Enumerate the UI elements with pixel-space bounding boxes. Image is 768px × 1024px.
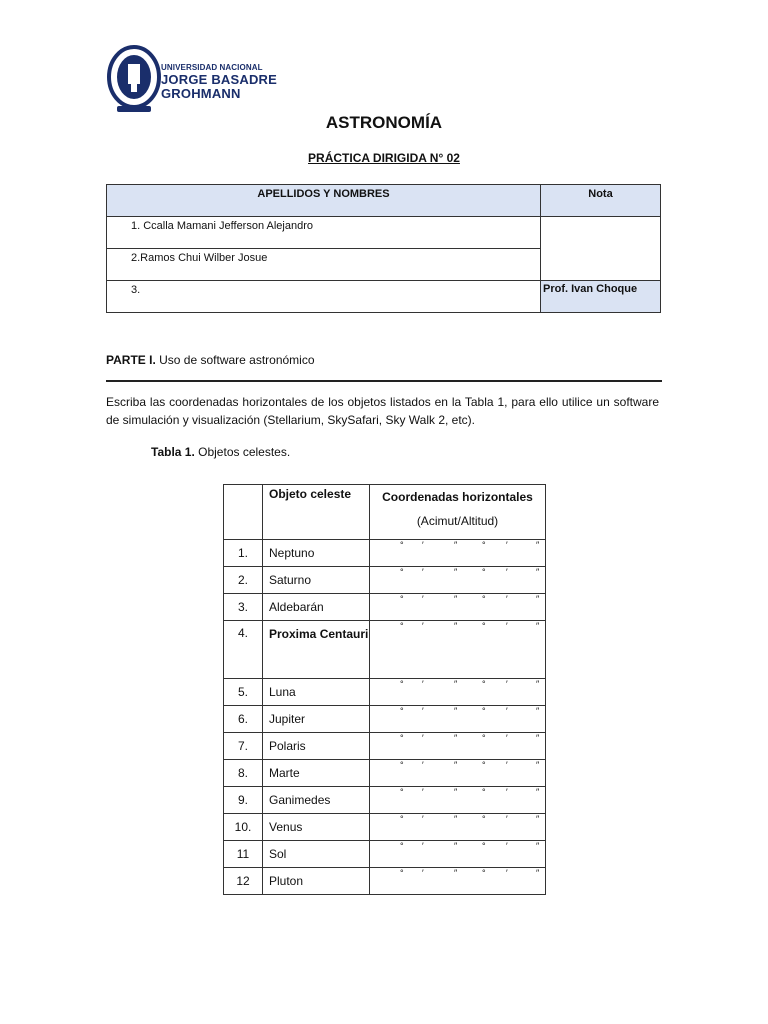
- coord-marks: [370, 679, 545, 695]
- row-number: 5.: [224, 679, 263, 706]
- coord-mark: ″: [454, 567, 458, 577]
- coord-mark: °: [482, 787, 486, 797]
- coord-mark: °: [400, 540, 404, 550]
- table-caption: [151, 445, 290, 459]
- coord-mark: ″: [454, 621, 458, 631]
- coord-mark: ′: [506, 679, 508, 689]
- coord-mark: °: [400, 868, 404, 878]
- coord-mark: ′: [422, 760, 424, 770]
- object-name: Aldebarán: [263, 594, 370, 621]
- coord-mark: ′: [422, 706, 424, 716]
- coord-mark: ″: [454, 540, 458, 550]
- coord-mark: °: [400, 567, 404, 577]
- coord-mark: °: [482, 814, 486, 824]
- caption-label: Tabla 1.: [151, 445, 195, 459]
- section-text: Uso de software astronómico: [155, 353, 315, 367]
- student-row-1: 1. Ccalla Mamani Jefferson Alejandro: [107, 217, 541, 249]
- coord-mark: ″: [454, 733, 458, 743]
- coord-mark: °: [482, 868, 486, 878]
- table-row: [224, 841, 546, 868]
- object-name: Venus: [263, 814, 370, 841]
- coord-mark: ′: [422, 841, 424, 851]
- table-row: [224, 787, 546, 814]
- coords-cell: [370, 733, 546, 760]
- row-number: 12: [224, 868, 263, 895]
- row-number: 2.: [224, 567, 263, 594]
- university-name: [161, 64, 277, 100]
- coord-mark: ′: [422, 868, 424, 878]
- coord-mark: ″: [536, 787, 540, 797]
- coord-mark: °: [482, 540, 486, 550]
- instructions: Escriba las coordenadas horizontales de los objetos listados en la Tabla 1, para ello utilice un software de simulación y visualización (Stellarium, SkySafari, Sky Walk 2, etc).: [106, 395, 659, 427]
- coord-mark: °: [400, 706, 404, 716]
- page-title: ASTRONOMÍA: [325, 113, 443, 132]
- coord-mark: ′: [506, 540, 508, 550]
- coord-mark: °: [482, 706, 486, 716]
- coord-mark: °: [400, 787, 404, 797]
- section-heading: [106, 353, 315, 367]
- section-label: PARTE I.: [106, 353, 156, 367]
- coord-marks: [370, 567, 545, 583]
- coord-mark: ′: [506, 787, 508, 797]
- table-row: [224, 594, 546, 621]
- coord-mark: °: [400, 679, 404, 689]
- coord-mark: ″: [454, 868, 458, 878]
- coord-mark: °: [400, 814, 404, 824]
- coord-mark: ′: [506, 868, 508, 878]
- coord-mark: ″: [536, 706, 540, 716]
- table-row: [224, 814, 546, 841]
- coord-mark: ″: [454, 760, 458, 770]
- coord-mark: ″: [536, 621, 540, 631]
- coord-mark: °: [482, 594, 486, 604]
- coord-marks: [370, 868, 545, 884]
- coords-cell: [370, 814, 546, 841]
- coords-cell: [370, 621, 546, 679]
- row-number: 4.: [224, 621, 263, 679]
- object-name: Luna: [263, 679, 370, 706]
- coord-mark: ′: [422, 621, 424, 631]
- coord-mark: ″: [536, 814, 540, 824]
- coords-cell: [370, 706, 546, 733]
- coord-marks: [370, 760, 545, 776]
- coord-marks: [370, 540, 545, 556]
- coord-mark: ′: [422, 733, 424, 743]
- coord-mark: ′: [422, 814, 424, 824]
- header-object: Objeto celeste: [263, 485, 370, 540]
- object-name: Neptuno: [263, 540, 370, 567]
- coord-marks: [370, 841, 545, 857]
- coord-mark: °: [482, 567, 486, 577]
- coord-mark: ″: [536, 760, 540, 770]
- coord-mark: °: [400, 594, 404, 604]
- coord-mark: ″: [454, 594, 458, 604]
- object-name: Proxima Centauri: [263, 621, 370, 679]
- row-number: 7.: [224, 733, 263, 760]
- university-line1: UNIVERSIDAD NACIONAL: [161, 63, 263, 72]
- coord-marks: [370, 706, 545, 722]
- coord-mark: ′: [422, 594, 424, 604]
- table-row: [224, 760, 546, 787]
- coord-mark: ″: [454, 679, 458, 689]
- coord-marks: [370, 733, 545, 749]
- coords-cell: [370, 594, 546, 621]
- coord-marks: [370, 787, 545, 803]
- coord-mark: ″: [454, 841, 458, 851]
- header-coords-sub: (Acimut/Altitud): [416, 514, 499, 528]
- coord-mark: ″: [536, 733, 540, 743]
- object-name: Marte: [263, 760, 370, 787]
- caption-text: Objetos celestes.: [194, 445, 291, 459]
- university-line2: JORGE BASADRE: [161, 72, 278, 87]
- table-row: [224, 868, 546, 895]
- table-row: [224, 706, 546, 733]
- coord-mark: ′: [506, 733, 508, 743]
- coord-marks: [370, 621, 545, 637]
- object-name: Sol: [263, 841, 370, 868]
- coord-mark: °: [482, 621, 486, 631]
- coord-mark: ″: [536, 567, 540, 577]
- object-name: Polaris: [263, 733, 370, 760]
- page-subtitle: [0, 151, 768, 165]
- coord-mark: ′: [422, 540, 424, 550]
- coord-mark: ′: [422, 567, 424, 577]
- student-row-2: 2.Ramos Chui Wilber Josue: [107, 249, 541, 281]
- coord-mark: °: [400, 733, 404, 743]
- object-name: Jupiter: [263, 706, 370, 733]
- coords-cell: [370, 567, 546, 594]
- coord-mark: ′: [506, 706, 508, 716]
- row-number: 9.: [224, 787, 263, 814]
- table-row: [224, 567, 546, 594]
- object-name: Ganimedes: [263, 787, 370, 814]
- row-number: 10.: [224, 814, 263, 841]
- table-row: [224, 733, 546, 760]
- coord-mark: ″: [536, 868, 540, 878]
- coord-mark: °: [400, 621, 404, 631]
- header-names: APELLIDOS Y NOMBRES: [107, 185, 541, 217]
- coord-mark: °: [482, 679, 486, 689]
- objects-table: [223, 484, 546, 895]
- object-name: Saturno: [263, 567, 370, 594]
- students-table: [106, 184, 661, 313]
- coords-cell: [370, 868, 546, 895]
- header-coords-title: Coordenadas horizontales: [382, 490, 533, 504]
- coord-mark: ″: [454, 706, 458, 716]
- coord-mark: ′: [506, 594, 508, 604]
- object-name: Pluton: [263, 868, 370, 895]
- coord-mark: ″: [536, 594, 540, 604]
- coord-mark: °: [400, 760, 404, 770]
- grade-cell: [541, 217, 661, 281]
- header-grade: Nota: [541, 185, 661, 217]
- coord-mark: °: [400, 841, 404, 851]
- coords-cell: [370, 679, 546, 706]
- coord-mark: °: [482, 841, 486, 851]
- coord-mark: ′: [506, 621, 508, 631]
- professor-name: Prof. Ivan Choque: [541, 281, 661, 313]
- header-number: [224, 485, 263, 540]
- coord-mark: ′: [506, 814, 508, 824]
- coord-mark: ′: [506, 760, 508, 770]
- coord-marks: [370, 814, 545, 830]
- row-number: 6.: [224, 706, 263, 733]
- subtitle-text: PRÁCTICA DIRIGIDA N° 02: [308, 151, 460, 165]
- coord-mark: °: [482, 760, 486, 770]
- coords-cell: [370, 760, 546, 787]
- coord-mark: ′: [422, 787, 424, 797]
- coord-mark: ″: [454, 814, 458, 824]
- coord-mark: ′: [422, 679, 424, 689]
- coord-mark: ″: [454, 787, 458, 797]
- coord-mark: ″: [536, 540, 540, 550]
- coord-mark: ″: [536, 841, 540, 851]
- coord-mark: ′: [506, 841, 508, 851]
- table-row: [224, 679, 546, 706]
- coord-mark: ″: [536, 679, 540, 689]
- coords-cell: [370, 787, 546, 814]
- table-row: [224, 621, 546, 679]
- divider: [106, 380, 662, 382]
- header-coords: [370, 485, 546, 540]
- coord-mark: ′: [506, 567, 508, 577]
- row-number: 11: [224, 841, 263, 868]
- row-number: 1.: [224, 540, 263, 567]
- coords-cell: [370, 841, 546, 868]
- table-row: [224, 540, 546, 567]
- student-row-3: 3.: [107, 281, 541, 313]
- row-number: 3.: [224, 594, 263, 621]
- coord-marks: [370, 594, 545, 610]
- coords-cell: [370, 540, 546, 567]
- row-number: 8.: [224, 760, 263, 787]
- coord-mark: °: [482, 733, 486, 743]
- university-line3: GROHMANN: [161, 86, 241, 101]
